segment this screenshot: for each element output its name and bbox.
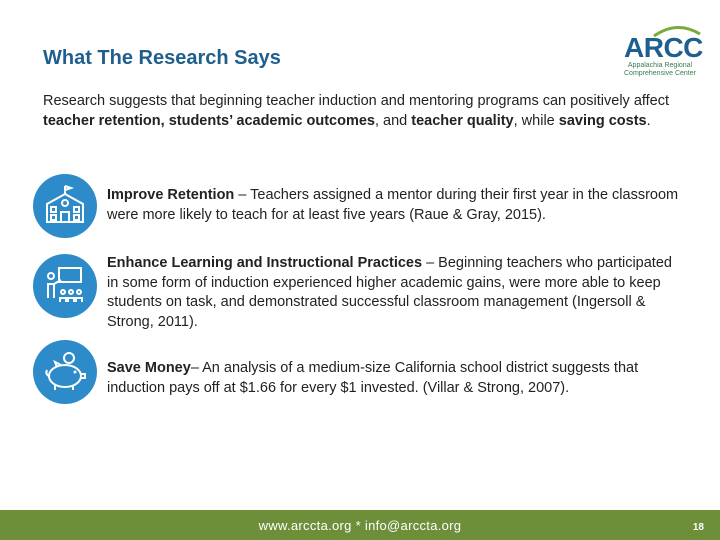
footer-bar [0,510,720,540]
arcc-logo [612,24,704,80]
benefit-body: – An analysis of a medium-size California school district suggests that induction pays off at $1.66 for every $1 invested. (Villar & Strong, 2007). [107,360,639,396]
intro-text-2: , and [375,112,412,129]
intro-bold-1: teacher retention, students’ academic outcomes [43,112,375,129]
benefit-text-retention [107,186,687,225]
benefit-body: – Beginning teachers who participated in some form of induction experienced higher academic gains, were more able to keep students on task, and demonstrated successful classroom management (Ingersoll & Strong, 2011). [107,255,672,330]
classroom-teacher-icon [33,254,97,318]
intro-text-1: Research suggests that beginning teacher induction and mentoring programs can positively affect [43,93,670,109]
intro-paragraph [43,92,683,131]
piggy-bank-icon [33,340,97,404]
footer-contact-text: www.arccta.org * info@arccta.org [258,518,462,533]
school-building-icon [33,174,97,238]
benefit-heading: Improve Retention [107,187,235,203]
logo-name: ARCC [624,32,703,63]
intro-text-3: , while [513,112,559,129]
logo-subtitle: Appalachia Regional Comprehensive Center [624,62,696,77]
intro-bold-2: teacher quality [411,112,514,129]
intro-bold-3: saving costs [558,112,647,129]
benefit-body: – Teachers assigned a mentor during their first year in the classroom were more likely to teach for at least five years (Raue & Gray, 2015). [107,187,679,223]
intro-text-4: . [646,112,651,129]
benefit-text-money [107,359,687,398]
slide-title: What The Research Says [43,47,281,69]
benefit-heading: Save Money [107,360,191,376]
page-number: 18 [692,522,704,533]
benefit-text-learning [107,254,687,332]
benefit-heading: Enhance Learning and Instructional Practices [107,255,423,271]
